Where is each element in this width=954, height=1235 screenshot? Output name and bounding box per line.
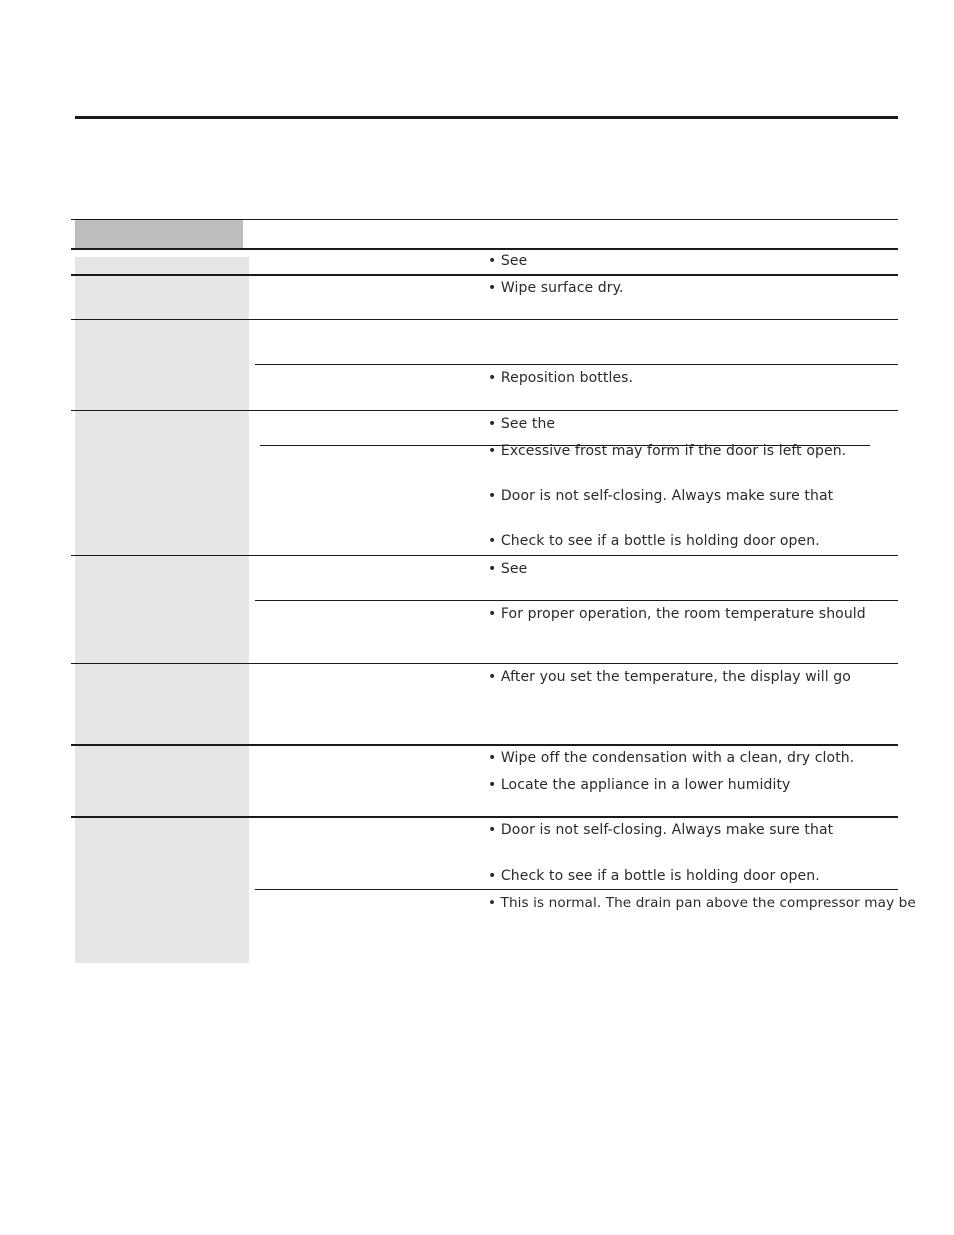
row-divider <box>71 816 898 818</box>
solution-text: • Door is not self-closing. Always make sure that <box>488 488 834 504</box>
solution-text: • After you set the temperature, the display will go <box>488 669 851 685</box>
solution-text: • See the <box>488 416 556 432</box>
row-divider <box>71 663 898 664</box>
solution-text: • This is normal. The drain pan above the compressor may be <box>488 895 916 911</box>
solution-text: • Excessive frost may form if the door is left open. <box>488 443 847 459</box>
solution-text: • For proper operation, the room temperature should <box>488 606 866 622</box>
solution-text: • See <box>488 561 528 577</box>
problem-column <box>75 257 249 963</box>
table-header-problem-cell <box>75 220 243 248</box>
cause-divider <box>255 600 898 601</box>
page-header-rule <box>75 116 898 119</box>
solution-text: • Check to see if a bottle is holding door open. <box>488 868 820 884</box>
table-header-divider <box>71 248 898 250</box>
solution-text: • Reposition bottles. <box>488 370 634 386</box>
solution-text: • Door is not self-closing. Always make sure that <box>488 822 834 838</box>
row-divider <box>71 555 898 556</box>
row-divider <box>71 274 898 276</box>
solution-text: • Locate the appliance in a lower humidity <box>488 777 791 793</box>
solution-text: • Wipe surface dry. <box>488 280 624 296</box>
row-divider <box>71 744 898 746</box>
cause-divider <box>255 364 898 365</box>
row-divider <box>71 319 898 320</box>
solution-text: • Check to see if a bottle is holding door open. <box>488 533 820 549</box>
solution-text: • See <box>488 253 528 269</box>
solution-text: • Wipe off the condensation with a clean, dry cloth. <box>488 750 855 766</box>
row-divider <box>71 410 898 411</box>
cause-divider <box>255 889 898 890</box>
